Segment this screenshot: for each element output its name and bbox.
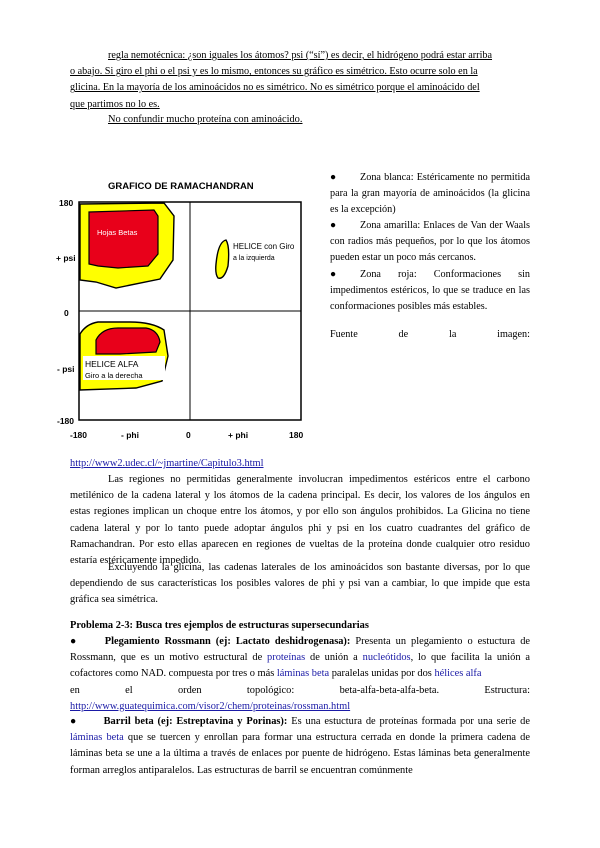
barril-text: Es una estuctura de proteínas formada por una serie de [287,716,530,727]
bullet-dot: ● [330,172,337,183]
zone-legend [330,170,530,343]
x-label-minus-phi: - phi [121,430,139,440]
source-word: imagen: [497,328,530,340]
order-word: el [125,684,133,696]
label-hojas-betas: Hojas Betas [97,228,138,237]
paragraph-nemotecnica [70,48,530,113]
y-tick-180: 180 [59,198,74,208]
bullet-dot: ● [70,636,79,647]
chart-title: GRAFICO DE RAMACHANDRAN [108,181,254,192]
bullet-dot: ● [330,220,337,232]
bullet-zona-roja [330,267,530,315]
bullet-dot: ● [70,716,78,727]
text-line: glicina. En la mayoría de los aminoácidos no es simétrico. No es simétrico porque el aminoácido del [70,82,480,94]
paragraph-regiones: Las regiones no permitidas generalmente involucran impedimentos estéricos entre el carbono metilénico de la cadena lateral y los átomos de la cadena principal. Es decir, los valores de los ángulos en estas regiones implican un choque entre los átomos, y por ello son ángulos prohibidos. La Glicina no tiene cadena lateral y por lo tanto puede adoptar ángulos phi y psi en los cuatro cuadrantes del gráfico de Ramachandran. Por esto ellas aparecen en regiones de vueltas de la proteína donde cualquier otro residuo estaría estéricamente impedido. [70,474,530,567]
order-word: orden [177,684,202,696]
text-line: que partimos no lo es. [70,98,160,110]
link-proteinas[interactable]: proteínas [267,652,306,664]
order-word: beta-alfa-beta-alfa-beta. [339,684,440,696]
order-word: en [70,684,80,696]
beta-red-region [89,210,158,268]
order-word: topológico: [246,684,295,696]
link-helices-alfa[interactable]: hélices alfa [434,668,482,680]
bullet-text: Zona amarilla: Enlaces de Van der Waals con radios más pequeños, por lo que los átomos pueden estar un poco más cercanos. [330,220,530,264]
bullet-text: Zona blanca: Estéricamente no permitida para la gran mayoría de aminoácidos (la glicina es la excepción) [330,172,530,216]
bullet-zona-blanca [330,170,530,218]
link-nucleotidos[interactable]: nucleótidos [362,652,411,664]
paragraph-barril [70,714,530,779]
x-tick-minus-180: -180 [70,430,88,440]
rossmann-url-link[interactable]: http://www.guatequimica.com/visor2/chem/proteinas/rossman.html [70,700,351,712]
barril-title: Barril beta (ej: Estreptavina y Porinas): [103,716,288,727]
ramachandran-chart [56,176,318,448]
y-tick-minus-180: -180 [57,416,75,426]
source-word: la [448,328,457,340]
barril-text: que se tuercen y enrollan para formar una estructura cerrada en donde la primera cadena de láminas beta se une a la última a través de enlaces por puente de hidrógeno. Estas láminas beta generalmente forman arreglos antiparalelos. Las estructuras de barril se encuentran comúnmente [70,732,530,776]
label-giro-izquierda: a la izquierda [233,255,275,262]
paragraph-no-confundir: No confundir mucho proteína con aminoácido. [108,114,303,125]
label-giro-derecha: Giro a la derecha [85,371,143,380]
source-word: Fuente [330,328,358,340]
source-word: de [398,328,409,340]
rossmann-order-line [70,683,530,699]
paragraph-glicina: Excluyendo la glicina, las cadenas laterales de los aminoácidos son bastante diversas, por lo que dependiendo de sus características los posibles valores de phi y psi van a cambiar, lo que impide que esta gráfica sea simétrica. [70,562,530,606]
problem-title: Problema 2-3: Busca tres ejemplos de estructuras supersecundarias [70,620,369,631]
link-laminas-beta[interactable]: láminas beta [276,668,330,680]
rossmann-url-line [70,699,530,715]
ramachandran-svg [56,176,318,448]
text-line: o abajo. Si giro el phi o el psi y es lo mismo, entonces su gráfico es simétrico. Esto ocurre solo en la [70,66,478,78]
bullet-text: Zona roja: Conformaciones sin impedimentos estéricos, lo que se traduce en las conformaciones posibles más estables. [330,268,530,312]
rossmann-title: Plegamiento Rossmann (ej: Lactato deshidrogenasa): [104,636,351,647]
x-tick-0: 0 [186,430,191,440]
text-line: regla nemotécnica: ¿son iguales los átomos? psi (“sí”) es decir, el hidrógeno podrá estar arriba [108,50,493,61]
rossmann-text: paralelas unidas por dos [329,668,435,680]
x-label-plus-phi: + phi [228,430,249,440]
bullet-zona-amarilla [330,218,530,266]
x-tick-180: 180 [289,430,304,440]
y-tick-0: 0 [64,308,69,318]
order-word: Estructura: [484,684,530,696]
link-laminas-beta-2[interactable]: láminas beta [70,732,124,744]
rossmann-text: de unión a [305,652,363,664]
alpha-red-region [96,328,160,354]
label-helice-giro: HELICE con Giro [233,242,295,251]
paragraph-rossmann [70,634,530,715]
label-helice-alfa: HELICE ALFA [85,359,139,369]
rossmann-text: , lo que facilita la unión a cofactores como NAD. compuesta por tres o más [70,652,531,680]
y-label-minus-psi: - psi [57,364,75,374]
source-url-link[interactable]: http://www2.udec.cl/~jmartine/Capitulo3.html [70,458,264,469]
source-line [330,327,530,343]
bullet-dot: ● [330,268,337,280]
source-url-line [70,456,530,472]
rossmann-text: Presenta un plegamiento o estuctura de Rossmann, que es un motivo estructural de [70,636,531,664]
y-label-plus-psi: + psi [56,253,76,263]
